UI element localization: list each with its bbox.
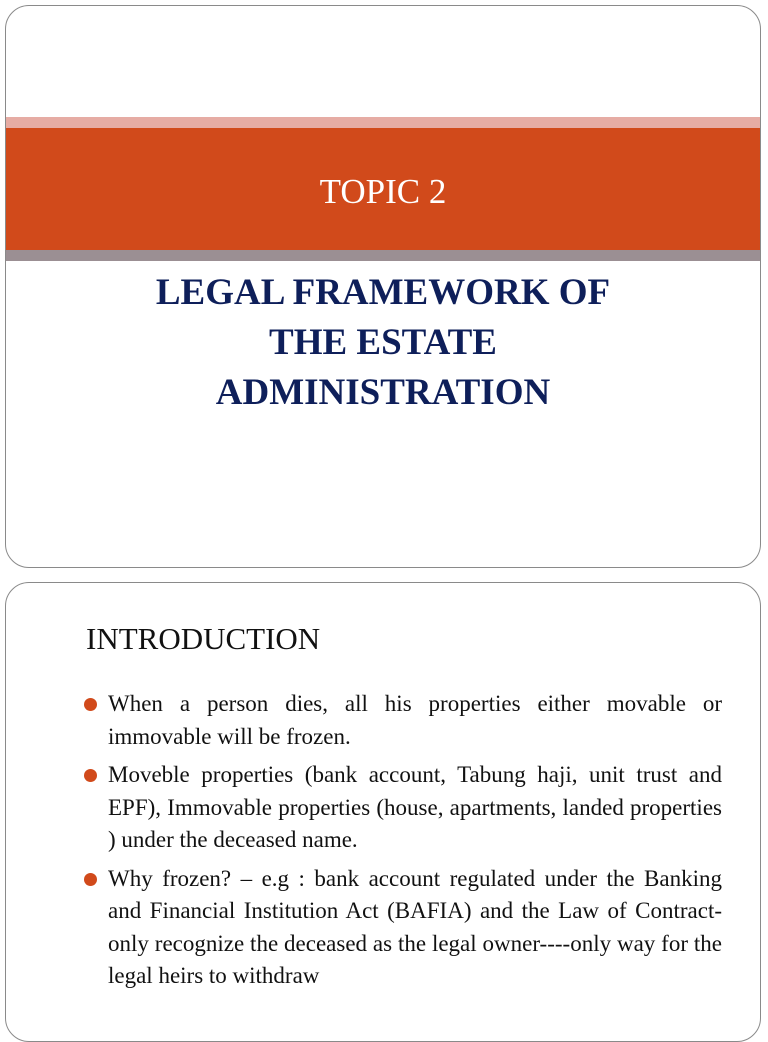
- introduction-slide: [5, 582, 761, 1042]
- bullet-item: [84, 688, 722, 753]
- bullet-dot-icon: [84, 769, 97, 782]
- bullet-dot-icon: [84, 698, 97, 711]
- bullet-list: [84, 688, 722, 999]
- slide-title-line: THE ESTATE: [269, 322, 497, 363]
- title-slide: [5, 5, 761, 568]
- section-heading: INTRODUCTION: [86, 621, 321, 656]
- banner-top-stripe: [6, 117, 760, 128]
- slide-title: [46, 268, 720, 418]
- topic-label: TOPIC 2: [319, 172, 447, 211]
- bullet-dot-icon: [84, 873, 97, 886]
- bullet-text: Moveble properties (bank account, Tabung haji, unit trust and EPF), Immovable properties (house, apartments, landed properties ) under the deceased name.: [108, 762, 722, 852]
- bullet-item: [84, 863, 722, 993]
- bullet-item: [84, 759, 722, 857]
- slide-title-line: ADMINISTRATION: [215, 372, 551, 413]
- bullet-text: Why frozen? – e.g : bank account regulated under the Banking and Financial Institution Act (BAFIA) and the Law of Contract- only recognize the deceased as the legal owner----only way for the legal heirs to withdraw: [108, 865, 722, 988]
- slide-title-line: LEGAL FRAMEWORK OF: [155, 272, 611, 313]
- banner-bottom-stripe: [6, 250, 760, 261]
- bullet-text: When a person dies, all his properties either movable or immovable will be frozen.: [108, 691, 722, 749]
